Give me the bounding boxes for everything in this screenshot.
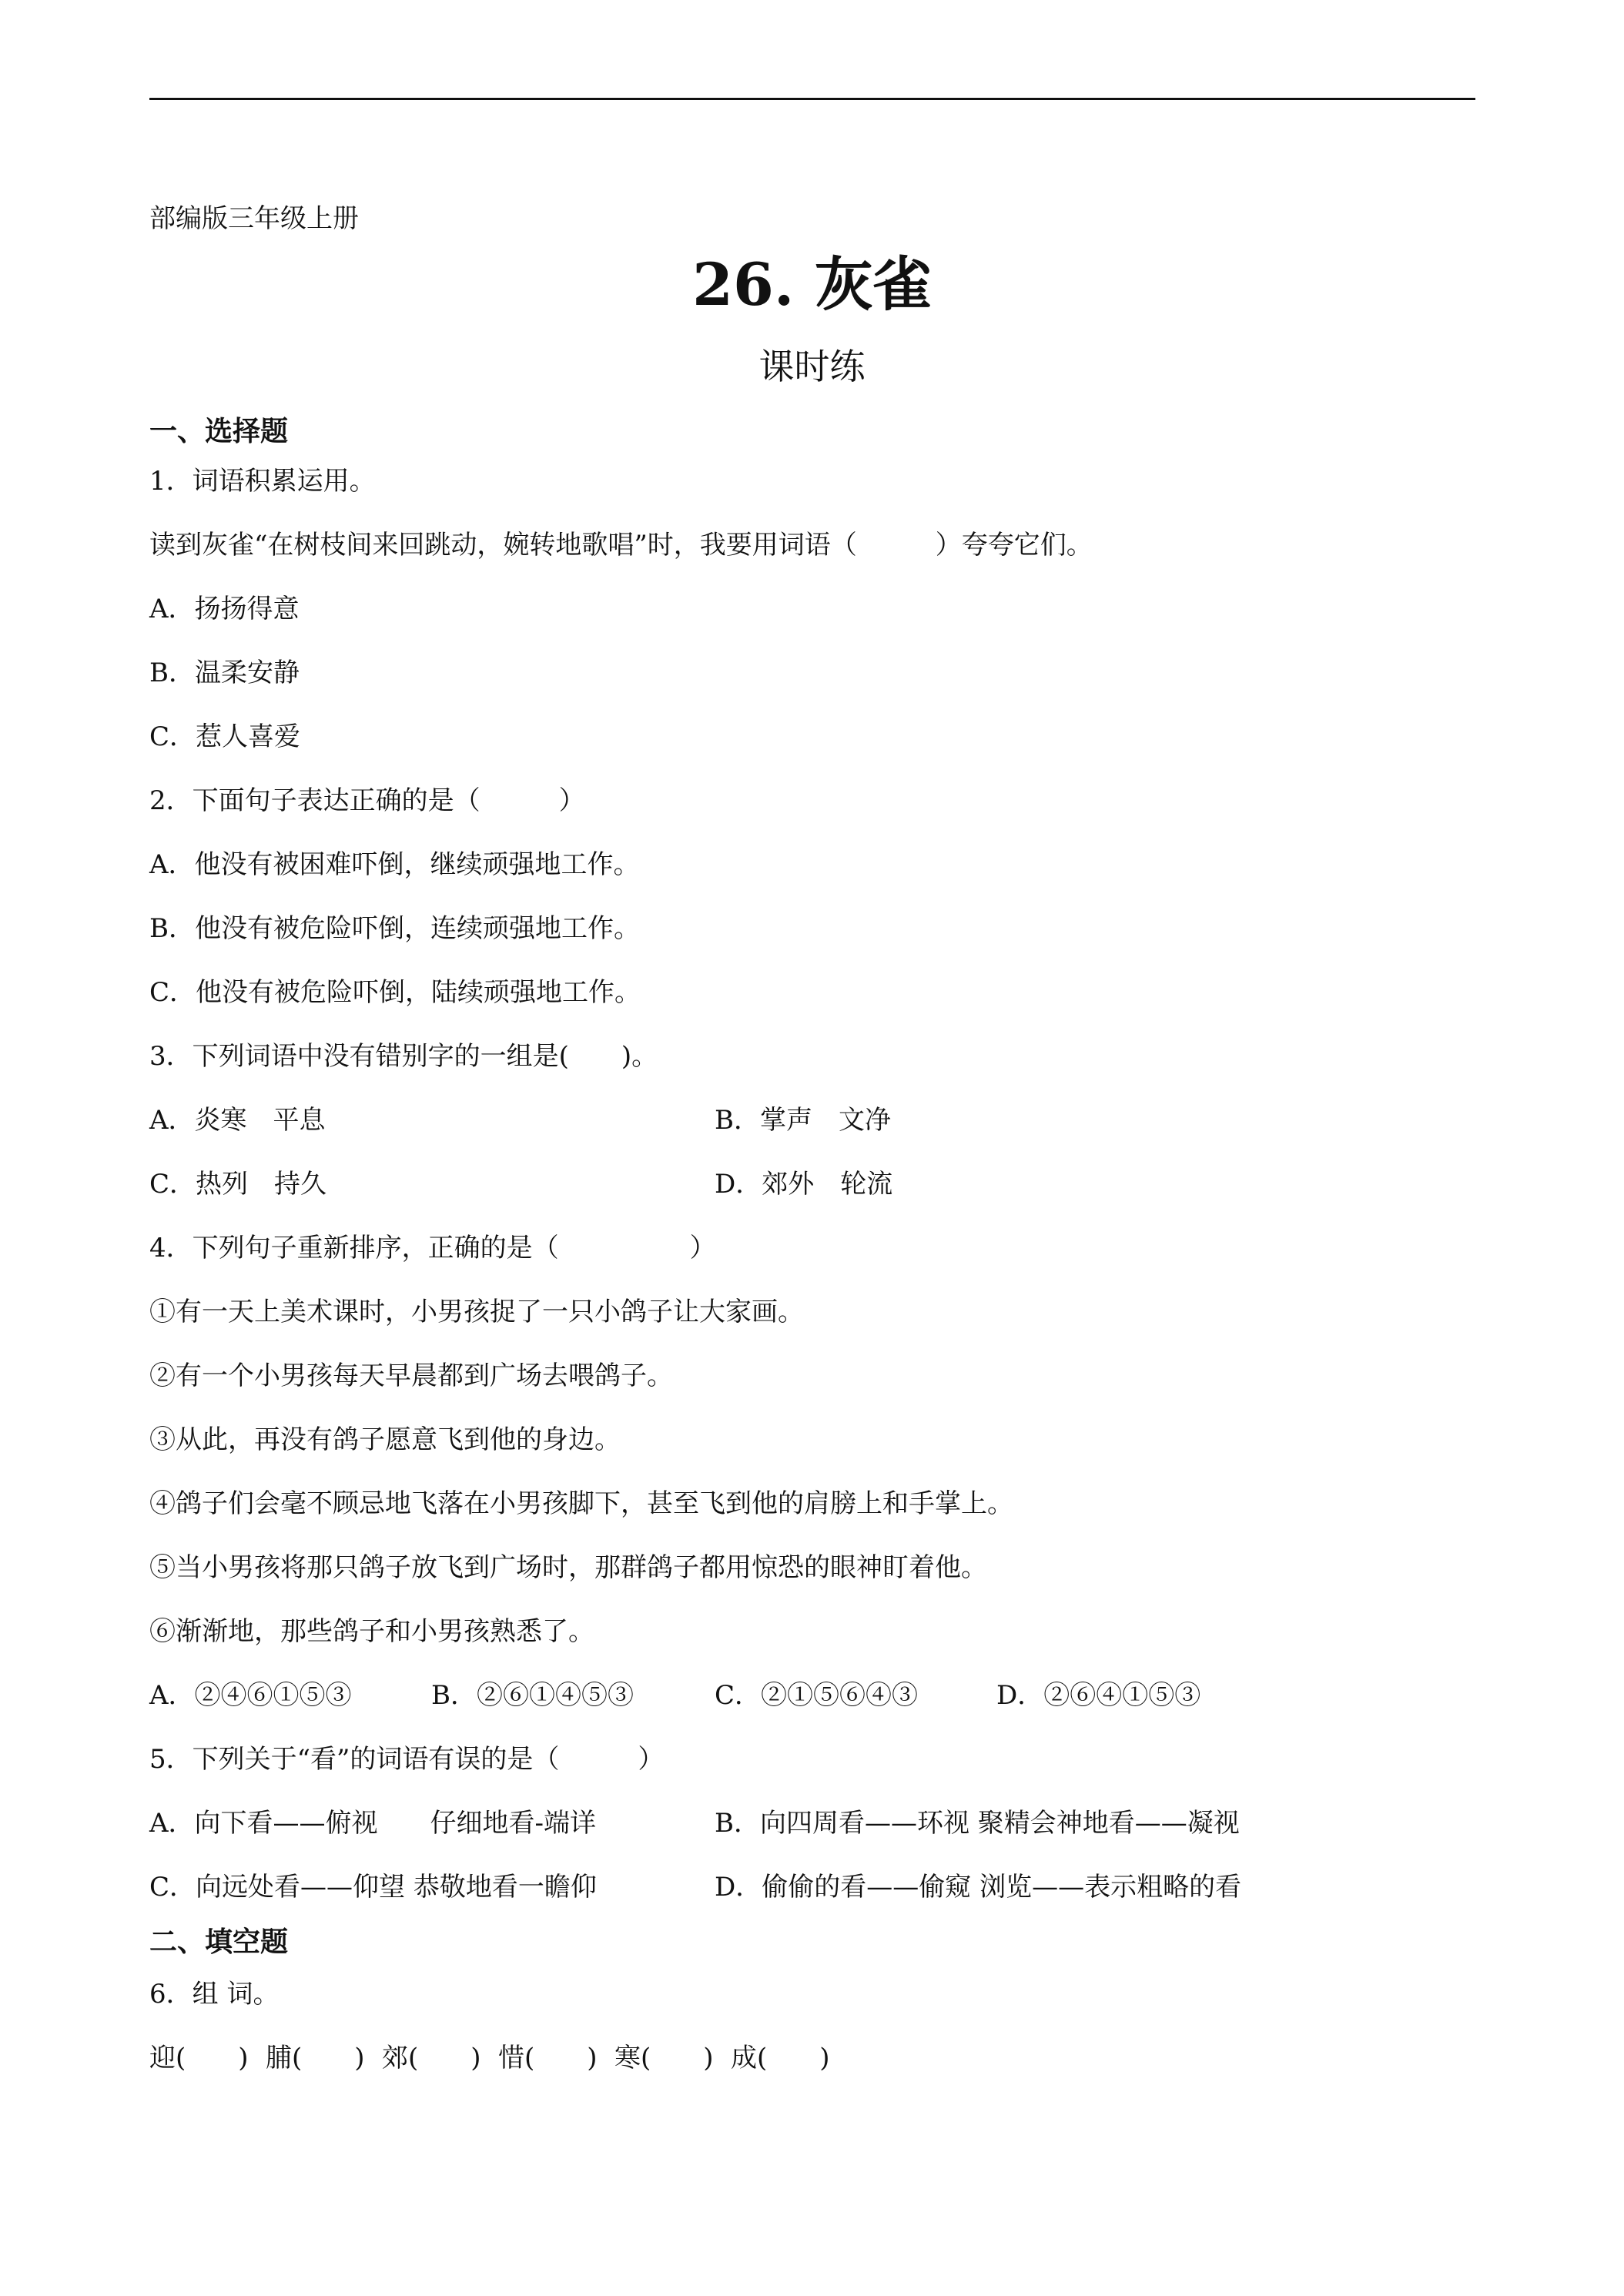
question-5-option-a: A．向下看——俯视 仔细地看-端详 [149, 1808, 597, 1839]
section-heading-choice: 一、选择题 [149, 415, 289, 447]
question-1-stem: 1．词语积累运用。 [149, 466, 376, 497]
question-3-option-c: C．热列 持久 [149, 1169, 327, 1200]
question-5-option-b: B．向四周看——环视 聚精会神地看——凝视 [715, 1808, 1240, 1839]
question-4-sentence-1: ①有一天上美术课时，小男孩捉了一只小鸽子让大家画。 [149, 1297, 804, 1327]
question-4-option-c: C．②①⑤⑥④③ [715, 1680, 919, 1711]
question-4-option-d: D．②⑥④①⑤③ [996, 1680, 1201, 1711]
question-4-sentence-4: ④鸽子们会毫不顾忌地飞落在小男孩脚下，甚至飞到他的肩膀上和手掌上。 [149, 1488, 1013, 1519]
question-3-option-a: A．炎寒 平息 [149, 1105, 326, 1136]
question-6-item-5: 寒( ) [614, 2043, 714, 2073]
question-3-option-d: D．郊外 轮流 [715, 1169, 893, 1200]
question-4-option-a: A．②④⑥①⑤③ [149, 1680, 352, 1711]
question-4-sentence-5: ⑤当小男孩将那只鸽子放飞到广场时，那群鸽子都用惊恐的眼神盯着他。 [149, 1552, 987, 1583]
question-5-stem: 5．下列关于“看”的词语有误的是（ ） [149, 1744, 665, 1775]
question-1-text: 读到灰雀“在树枝间来回跳动，婉转地歌唱”时，我要用词语（ ）夸夸它们。 [149, 530, 1093, 561]
question-4-stem: 4．下列句子重新排序，正确的是（ ） [149, 1233, 716, 1263]
page-subtitle: 课时练 [758, 346, 866, 387]
question-4-sentence-6: ⑥渐渐地，那些鸽子和小男孩熟悉了。 [149, 1616, 594, 1647]
question-4-sentence-2: ②有一个小男孩每天早晨都到广场去喂鸽子。 [149, 1361, 673, 1391]
question-5-option-c: C．向远处看——仰望 恭敬地看一瞻仰 [149, 1872, 597, 1903]
question-1-option-a: A．扬扬得意 [149, 594, 300, 624]
question-4-sentence-3: ③从此，再没有鸽子愿意飞到他的身边。 [149, 1424, 621, 1455]
question-4-option-b: B．②⑥①④⑤③ [431, 1680, 634, 1711]
question-6-stem: 6．组 词。 [149, 1979, 280, 2010]
question-3-option-b: B．掌声 文净 [715, 1105, 891, 1136]
question-3-stem: 3．下列词语中没有错别字的一组是( )。 [149, 1041, 658, 1072]
question-6-item-6: 成( ) [731, 2043, 830, 2073]
question-6-item-4: 惜( ) [498, 2043, 598, 2073]
question-1-option-c: C．惹人喜爱 [149, 721, 301, 752]
question-1-option-b: B．温柔安静 [149, 658, 300, 688]
question-5-option-d: D．偷偷的看——偷窥 浏览——表示粗略的看 [715, 1872, 1242, 1903]
question-2-option-c: C．他没有被危险吓倒，陆续顽强地工作。 [149, 977, 641, 1008]
question-2-stem: 2．下面句子表达正确的是（ ） [149, 785, 585, 816]
textbook-edition: 部编版三年级上册 [149, 203, 359, 234]
header-rule [149, 98, 1475, 100]
section-heading-fill: 二、填空题 [149, 1926, 289, 1958]
question-6-item-3: 郊( ) [382, 2043, 481, 2073]
page-title: 26. 灰雀 [692, 250, 932, 319]
question-2-option-a: A．他没有被困难吓倒，继续顽强地工作。 [149, 849, 640, 880]
question-6-item-1: 迎( ) [149, 2043, 249, 2073]
question-2-option-b: B．他没有被危险吓倒，连续顽强地工作。 [149, 913, 640, 944]
question-6-item-2: 脯( ) [266, 2043, 365, 2073]
